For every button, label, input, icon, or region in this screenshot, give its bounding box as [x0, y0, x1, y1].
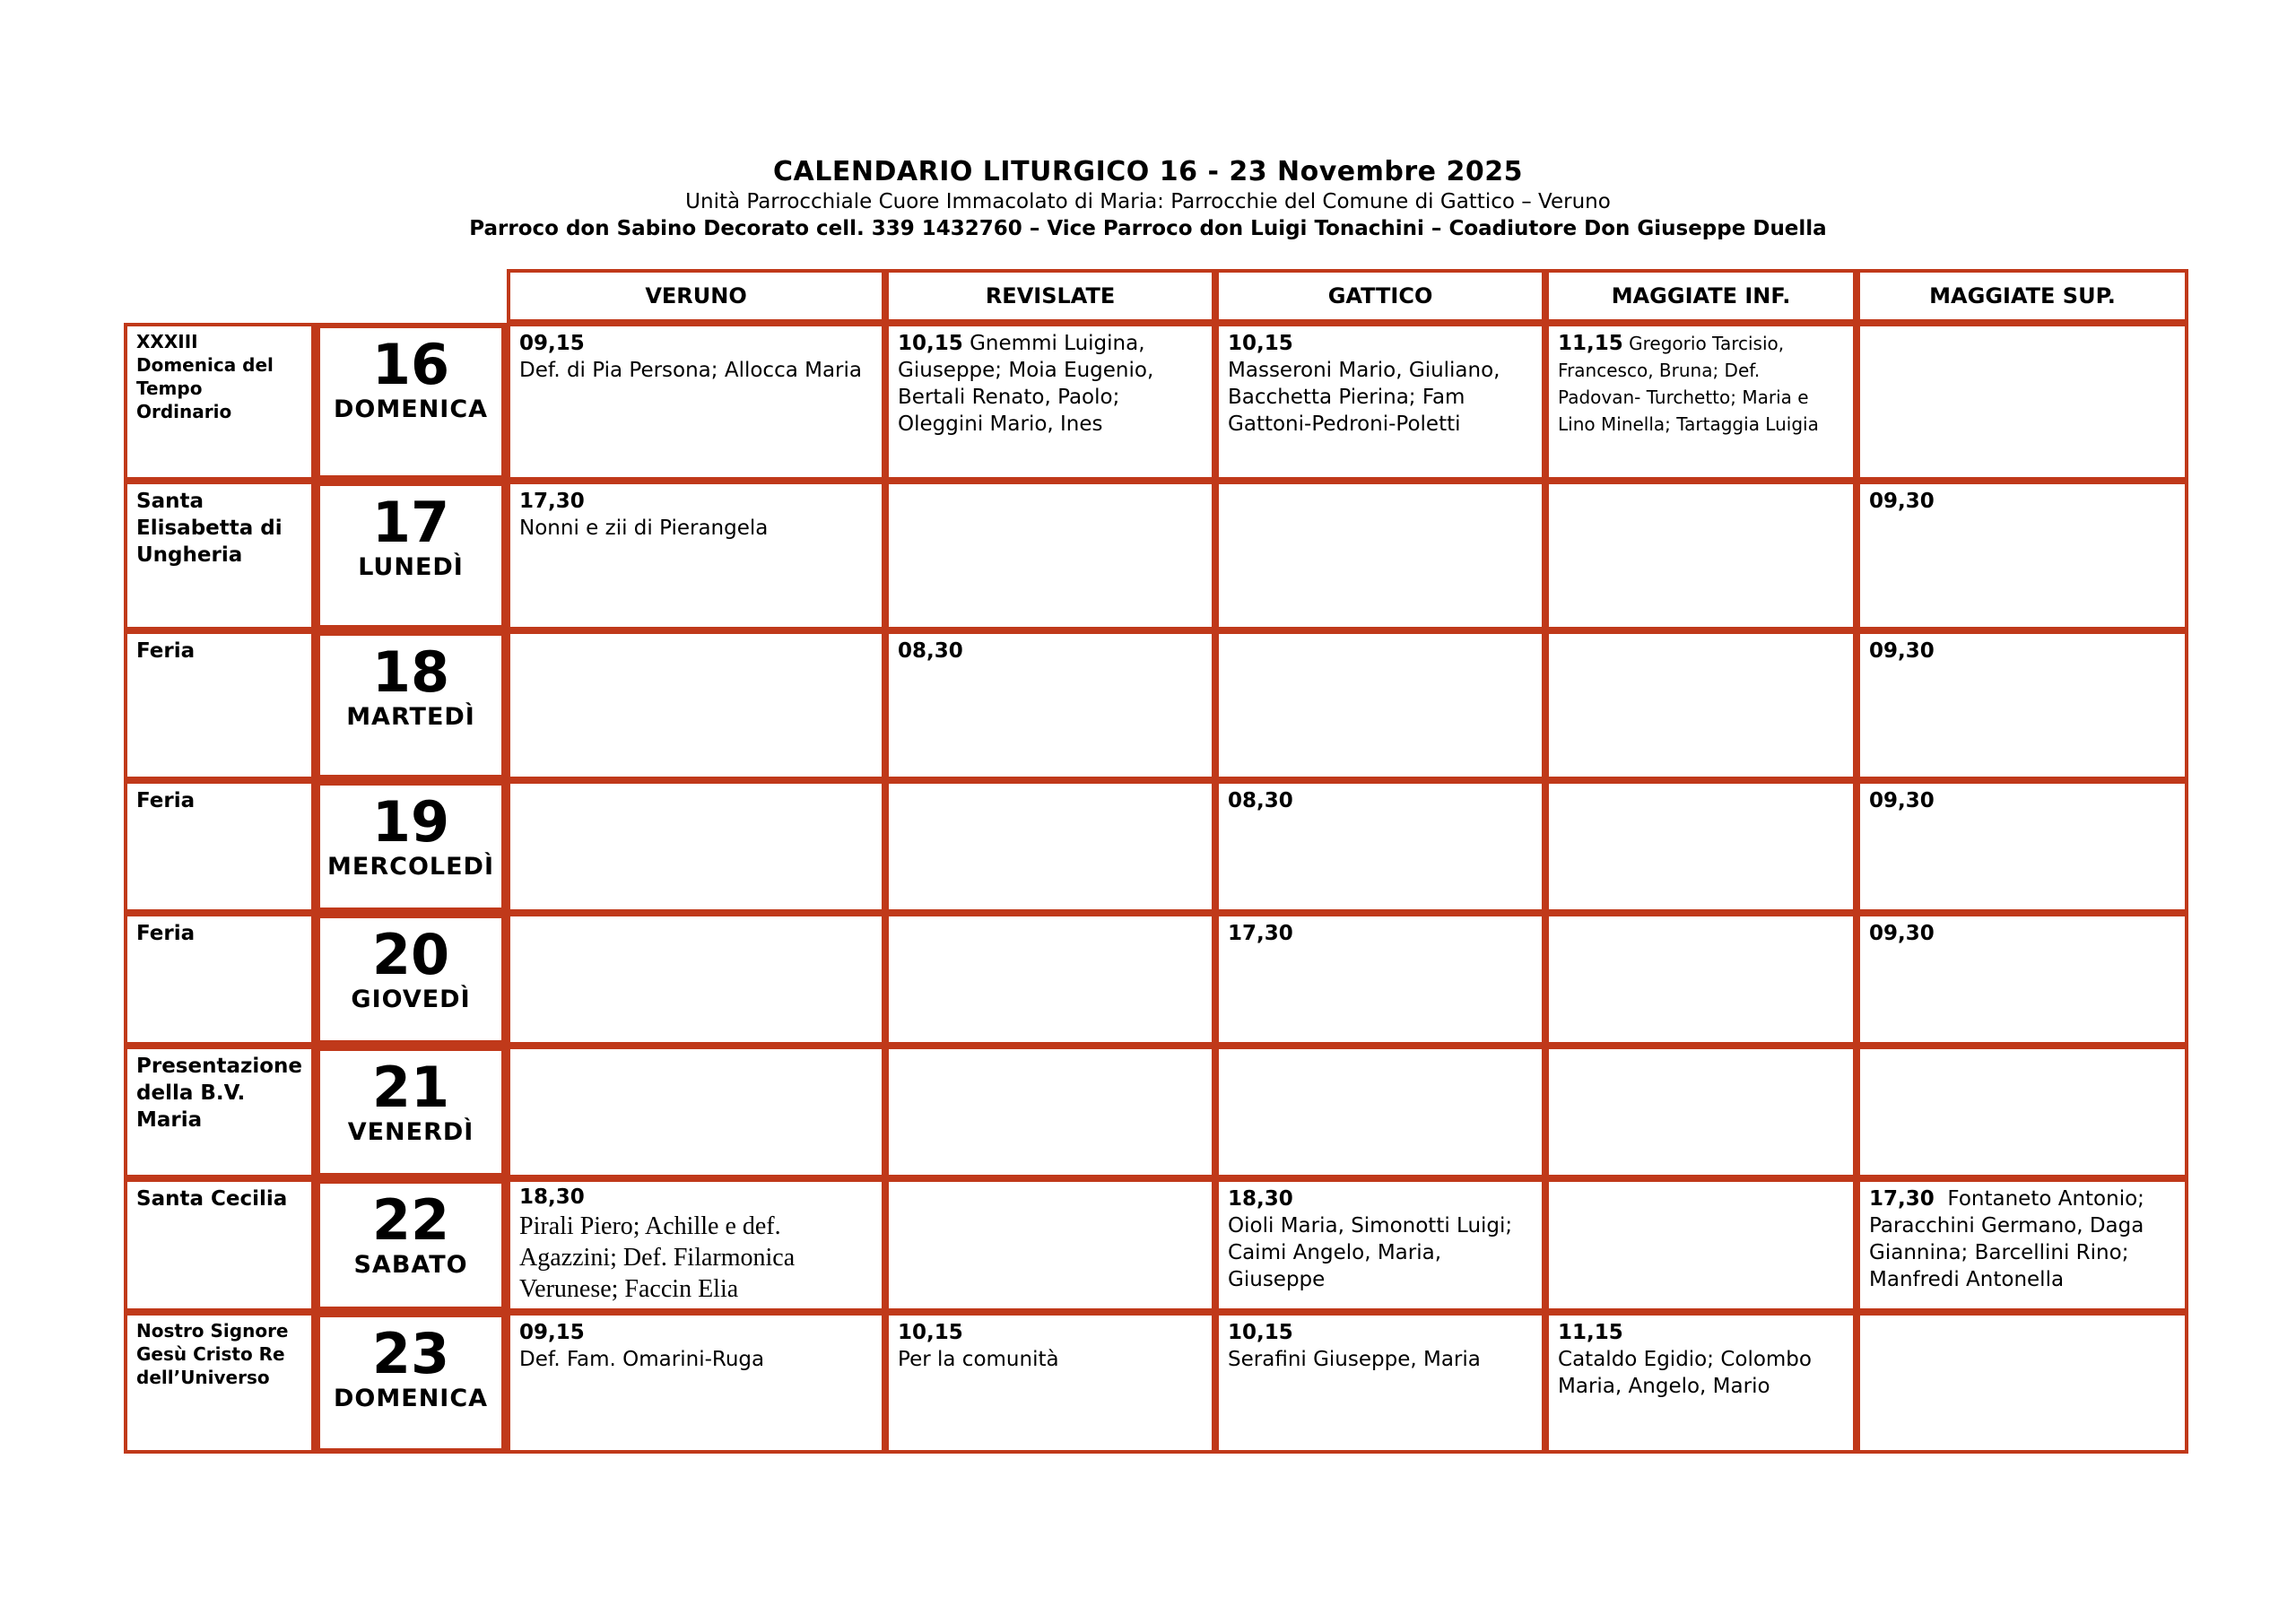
weekday-name: DOMENICA [334, 395, 489, 423]
feast-name: Feria [124, 630, 315, 780]
mass-cell-revislate [885, 1046, 1215, 1178]
column-header-gattico: GATTICO [1215, 269, 1545, 323]
mass-intentions: Serafini Giuseppe, Maria [1228, 1348, 1481, 1371]
table-row [124, 481, 2188, 630]
mass-cell-gattico [1215, 780, 1545, 913]
weekday-name: GIOVEDÌ [351, 986, 471, 1013]
mass-cell-maggiate-inf [1545, 630, 1857, 780]
mass-time: 18,30 [519, 1185, 585, 1209]
mass-cell-revislate [885, 1312, 1215, 1454]
table-row [124, 913, 2188, 1046]
mass-cell-maggiate-sup [1857, 630, 2188, 780]
table-row [124, 630, 2188, 780]
mass-cell-maggiate-sup [1857, 323, 2188, 481]
mass-cell-maggiate-sup [1857, 913, 2188, 1046]
mass-intentions: Cataldo Egidio; Colombo Maria, Angelo, Mario [1558, 1348, 1812, 1398]
day-cell [315, 1178, 507, 1312]
column-header-row [124, 269, 2188, 323]
day-cell [315, 1046, 507, 1178]
table-row [124, 323, 2188, 481]
day-number: 17 [371, 490, 450, 555]
mass-time: 09,15 [519, 1321, 585, 1344]
mass-time: 10,15 [898, 1321, 963, 1344]
mass-cell-veruno [507, 780, 885, 913]
mass-time: 09,30 [1869, 922, 1935, 945]
mass-intentions: Fontaneto Antonio; Paracchini Germano, Daga Giannina; Barcellini Rino; Manfredi Antonella [1869, 1187, 2152, 1291]
weekday-name: LUNEDÌ [358, 553, 464, 581]
page-title: CALENDARIO LITURGICO 16 - 23 Novembre 2025 [773, 156, 1523, 187]
mass-cell-maggiate-inf [1545, 1046, 1857, 1178]
day-cell [315, 630, 507, 780]
clergy-line: Parroco don Sabino Decorato cell. 339 1432760 – Vice Parroco don Luigi Tonachini – Coadiutore Don Giuseppe Duella [469, 217, 1827, 240]
mass-cell-revislate [885, 1178, 1215, 1312]
liturgical-calendar-table [124, 269, 2188, 1454]
mass-time: 08,30 [898, 639, 963, 663]
mass-cell-maggiate-inf [1545, 481, 1857, 630]
mass-time: 09,30 [1869, 789, 1935, 812]
mass-cell-veruno [507, 630, 885, 780]
day-cell [315, 481, 507, 630]
column-header-maggiate-inf: MAGGIATE INF. [1545, 269, 1857, 323]
mass-time: 17,30 [519, 490, 585, 513]
mass-cell-revislate [885, 780, 1215, 913]
header-spacer [124, 269, 315, 323]
mass-cell-gattico [1215, 323, 1545, 481]
table-row [124, 1046, 2188, 1178]
weekday-name: VENERDÌ [347, 1118, 474, 1146]
feast-name: Presentazione della B.V. Maria [124, 1046, 315, 1178]
mass-time: 17,30 [1869, 1187, 1935, 1211]
day-number: 23 [371, 1321, 450, 1386]
mass-intentions: Masseroni Mario, Giuliano, Bacchetta Pierina; Fam Gattoni-Pedroni-Poletti [1228, 359, 1500, 436]
mass-cell-maggiate-sup [1857, 1046, 2188, 1178]
mass-time: 10,15 [1228, 332, 1293, 355]
weekday-name: MERCOLEDÌ [327, 853, 495, 881]
mass-time: 09,30 [1869, 639, 1935, 663]
mass-cell-maggiate-sup [1857, 1178, 2188, 1312]
weekday-name: DOMENICA [334, 1385, 489, 1412]
mass-time: 17,30 [1228, 922, 1293, 945]
feast-name: Nostro Signore Gesù Cristo Re dell’Universo [124, 1312, 315, 1454]
mass-intentions: Nonni e zii di Pierangela [519, 517, 769, 540]
weekday-name: SABATO [353, 1251, 468, 1279]
mass-cell-maggiate-inf [1545, 1312, 1857, 1454]
mass-cell-veruno [507, 1046, 885, 1178]
mass-intentions: Gnemmi Luigina, Giuseppe; Moia Eugenio, Bertali Renato, Paolo; Oleggini Mario, Ines [898, 332, 1154, 436]
mass-intentions: Pirali Piero; Achille e def. Agazzini; Def. Filarmonica Verunese; Faccin Elia [519, 1212, 796, 1303]
day-number: 18 [371, 639, 450, 705]
mass-intentions: Def. Fam. Omarini-Ruga [519, 1348, 765, 1371]
day-cell [315, 323, 507, 481]
day-cell [315, 780, 507, 913]
feast-name: Santa Elisabetta di Ungheria [124, 481, 315, 630]
table-row [124, 1312, 2188, 1454]
feast-name: Santa Cecilia [124, 1178, 315, 1312]
mass-cell-revislate [885, 481, 1215, 630]
mass-cell-gattico [1215, 913, 1545, 1046]
feast-name: Feria [124, 780, 315, 913]
column-header-revislate: REVISLATE [885, 269, 1215, 323]
column-header-maggiate-sup: MAGGIATE SUP. [1857, 269, 2188, 323]
day-number: 22 [371, 1187, 450, 1253]
mass-cell-maggiate-sup [1857, 780, 2188, 913]
mass-cell-gattico [1215, 481, 1545, 630]
table-row [124, 1178, 2188, 1312]
mass-cell-veruno [507, 323, 885, 481]
feast-name: Feria [124, 913, 315, 1046]
mass-cell-maggiate-inf [1545, 323, 1857, 481]
table-row [124, 780, 2188, 913]
mass-time: 18,30 [1228, 1187, 1293, 1211]
mass-cell-veruno [507, 913, 885, 1046]
mass-cell-maggiate-sup [1857, 1312, 2188, 1454]
mass-cell-maggiate-inf [1545, 780, 1857, 913]
day-number: 19 [371, 789, 450, 855]
mass-time: 10,15 [1228, 1321, 1293, 1344]
mass-cell-veruno [507, 1178, 885, 1312]
mass-cell-veruno [507, 481, 885, 630]
day-number: 21 [371, 1055, 450, 1120]
mass-cell-revislate [885, 913, 1215, 1046]
mass-cell-gattico [1215, 630, 1545, 780]
mass-time: 09,30 [1869, 490, 1935, 513]
mass-time: 11,15 [1558, 332, 1623, 355]
mass-cell-maggiate-inf [1545, 913, 1857, 1046]
day-cell [315, 1312, 507, 1454]
mass-cell-maggiate-sup [1857, 481, 2188, 630]
mass-intentions: Per la comunità [898, 1348, 1059, 1371]
mass-cell-revislate [885, 323, 1215, 481]
mass-cell-gattico [1215, 1312, 1545, 1454]
mass-time: 11,15 [1558, 1321, 1623, 1344]
parish-unit-subtitle: Unità Parrocchiale Cuore Immacolato di Maria: Parrocchie del Comune di Gattico – Veruno [685, 190, 1611, 213]
weekday-name: MARTEDÌ [346, 703, 475, 731]
mass-intentions: Oioli Maria, Simonotti Luigi; Caimi Angelo, Maria, Giuseppe [1228, 1214, 1513, 1291]
day-cell [315, 913, 507, 1046]
mass-cell-veruno [507, 1312, 885, 1454]
day-number: 20 [371, 922, 450, 987]
mass-cell-maggiate-inf [1545, 1178, 1857, 1312]
feast-name: XXXIII Domenica del Tempo Ordinario [124, 323, 315, 481]
mass-cell-gattico [1215, 1046, 1545, 1178]
mass-time: 08,30 [1228, 789, 1293, 812]
mass-cell-revislate [885, 630, 1215, 780]
mass-time: 10,15 [898, 332, 963, 355]
day-number: 16 [371, 332, 450, 397]
mass-cell-gattico [1215, 1178, 1545, 1312]
mass-intentions: Def. di Pia Persona; Allocca Maria [519, 359, 863, 382]
header-spacer [315, 269, 507, 323]
column-header-veruno: VERUNO [507, 269, 885, 323]
mass-intentions: Gregorio Tarcisio, Francesco, Bruna; Def. Padovan- Turchetto; Maria e Lino Minella; Tartaggia Luigia [1558, 333, 1819, 435]
mass-time: 09,15 [519, 332, 585, 355]
